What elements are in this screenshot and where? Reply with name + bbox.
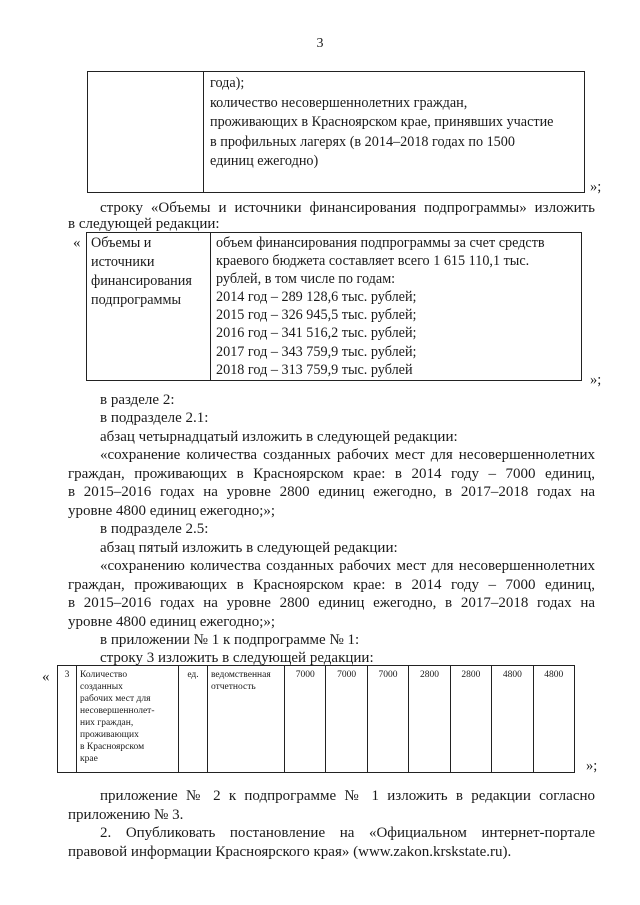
quote-line: граждан, проживающих в Красноярском крае: в 2014 году – 7000 единиц, [68, 577, 595, 593]
value-line: краевого бюджета составляет всего 1 615 110,1 тыс. [216, 253, 530, 270]
quote-line: граждан, проживающих в Красноярском крае: в 2014 году – 7000 единиц, [68, 466, 595, 482]
row-number-cell: 3 [58, 666, 77, 773]
value-cell-2018: 2800 [450, 666, 491, 773]
page-number: 3 [316, 36, 324, 51]
value-cell-2019: 4800 [492, 666, 533, 773]
table-line: единиц ежегодно) [210, 153, 319, 169]
label-line: источники [91, 254, 155, 270]
value-line: 2018 год – 313 759,9 тыс. рублей [216, 361, 413, 378]
value-line: объем финансирования подпрограммы за счет средств [216, 235, 545, 251]
open-quote-mark: « [73, 235, 81, 251]
label-line: подпрограммы [91, 292, 181, 308]
quote-line: «сохранению количества созданных рабочих мест для несовершеннолетних [100, 558, 595, 574]
value-line: 2016 год – 341 516,2 тыс. рублей; [216, 325, 417, 342]
quote-line: в 2015–2016 годах на уровне 2800 единиц ежегодно, в 2017–2018 годах на [68, 595, 595, 611]
indicator-cell [77, 666, 179, 773]
value-cell-2016: 7000 [367, 666, 408, 773]
value-line: 2015 год – 326 945,5 тыс. рублей; [216, 307, 417, 324]
funding-table [86, 232, 582, 381]
quote-line: «сохранение количества созданных рабочих мест для несовершеннолетних [100, 447, 595, 463]
unit-cell: ед. [179, 666, 208, 773]
value-cell-2015: 7000 [326, 666, 367, 773]
body-line: абзац пятый изложить в следующей редакции: [100, 540, 398, 556]
indicator-line: крае [80, 754, 98, 764]
continuation-value-cell [204, 72, 585, 193]
value-cell-2017: 2800 [409, 666, 450, 773]
quote-line: уровне 4800 единиц ежегодно;»; [68, 503, 276, 519]
label-line: Объемы и [91, 235, 152, 251]
body-line: в подразделе 2.5: [100, 521, 209, 537]
body-line: строку 3 изложить в следующей редакции: [100, 650, 374, 666]
open-quote-mark: « [42, 669, 50, 685]
source-cell [208, 666, 285, 773]
intro-line: в следующей редакции: [68, 216, 220, 232]
end-quote-mark: »; [586, 758, 598, 774]
indicator-line: проживающих [80, 730, 139, 740]
end-quote-mark: »; [590, 179, 602, 195]
value-line: 2014 год – 289 128,6 тыс. рублей; [216, 289, 417, 306]
body-line: в разделе 2: [100, 392, 175, 408]
body-line: абзац четырнадцатый изложить в следующей редакции: [100, 429, 458, 445]
label-line: финансирования [91, 273, 192, 289]
funding-value-cell [211, 233, 582, 381]
table-line: года); [210, 75, 245, 91]
indicator-line: созданных [80, 682, 123, 692]
continuation-label-cell [88, 72, 204, 193]
closing-line: правовой информации Красноярского края» (www.zakon.krskstate.ru). [68, 844, 512, 860]
value-cell-2014: 7000 [285, 666, 326, 773]
funding-label-cell [87, 233, 211, 381]
annex-row-table [57, 665, 575, 773]
indicator-line: них граждан, [80, 718, 134, 728]
closing-line: 2. Опубликовать постановление на «Официальном интернет-портале [100, 825, 595, 841]
quote-line: в 2015–2016 годах на уровне 2800 единиц ежегодно, в 2017–2018 годах на [68, 484, 595, 500]
indicator-line: рабочих мест для [80, 694, 151, 704]
body-line: в приложении № 1 к подпрограмме № 1: [100, 632, 360, 648]
continuation-table [87, 71, 585, 193]
value-line: рублей, в том числе по годам: [216, 271, 396, 288]
intro-line: строку «Объемы и источники финансирования подпрограммы» изложить [100, 200, 595, 216]
value-cell-2020: 4800 [533, 666, 574, 773]
indicator-line: несовершеннолет- [80, 706, 155, 716]
table-line: количество несовершеннолетних граждан, [210, 94, 468, 111]
indicator-line: в Красноярском [80, 742, 145, 752]
body-line: в подразделе 2.1: [100, 410, 209, 426]
table-line: проживающих в Красноярском крае, принявших участие [210, 114, 554, 130]
quote-line: уровне 4800 единиц ежегодно;»; [68, 614, 276, 630]
table-line: в профильных лагерях (в 2014–2018 годах по 1500 [210, 133, 515, 150]
closing-line: приложение № 2 к подпрограмме № 1 изложить в редакции согласно [100, 788, 595, 804]
end-quote-mark: »; [590, 372, 602, 388]
source-line: отчетность [211, 682, 256, 692]
source-line: ведомственная [211, 670, 271, 680]
indicator-line: Количество [80, 670, 128, 680]
closing-line: приложению № 3. [68, 807, 184, 823]
value-line: 2017 год – 343 759,9 тыс. рублей; [216, 343, 417, 360]
